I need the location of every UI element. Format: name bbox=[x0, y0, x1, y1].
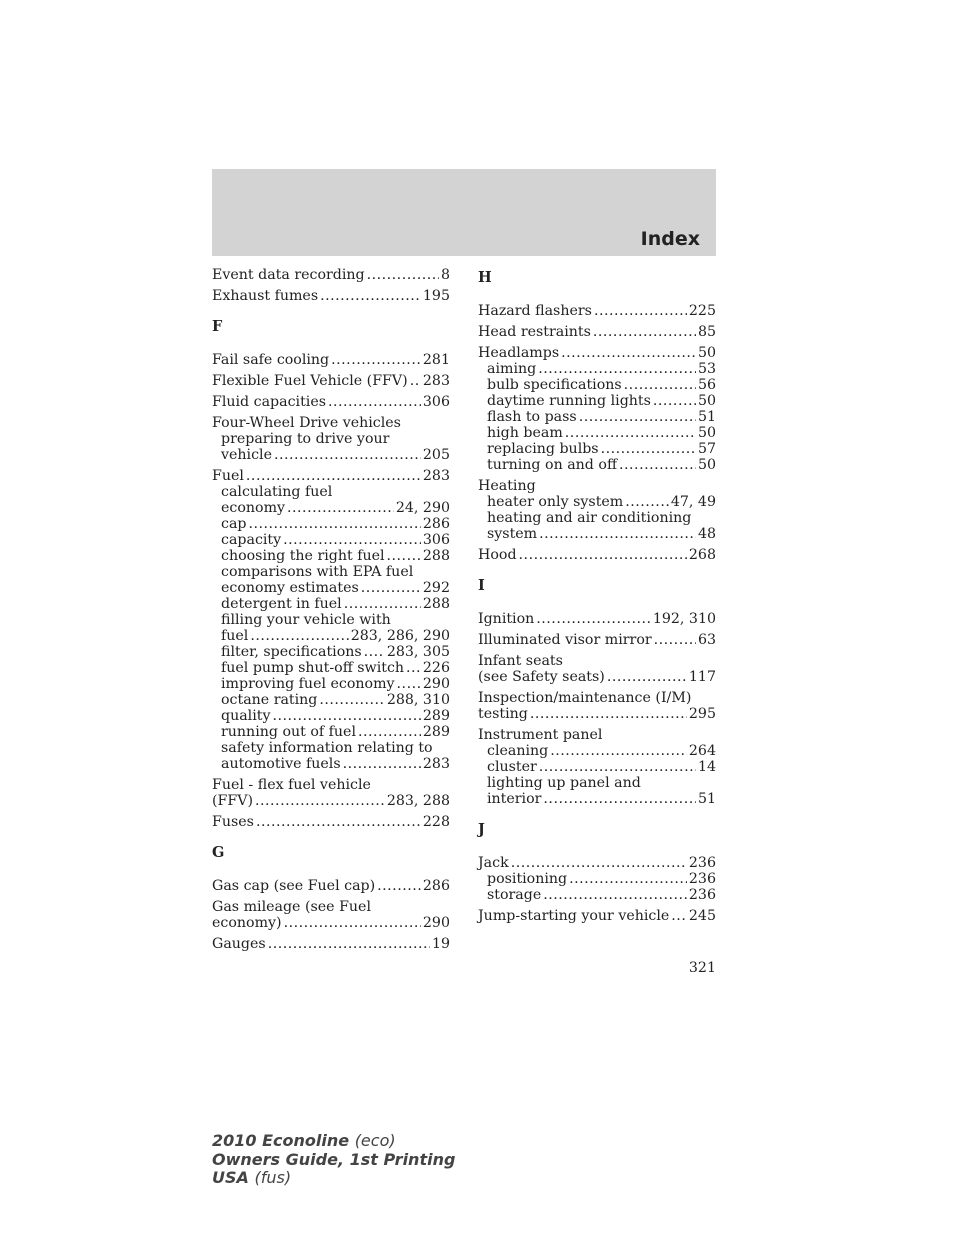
entry-subterm: capacity bbox=[221, 532, 282, 548]
entry-term: Gauges bbox=[212, 936, 266, 952]
entry-page: 264 bbox=[688, 743, 716, 759]
entry-page: 228 bbox=[422, 814, 450, 830]
entry-page: 283 bbox=[422, 468, 450, 484]
entry-term: Jack bbox=[478, 855, 509, 871]
entry-page: 236 bbox=[688, 855, 716, 871]
entry-term: testing bbox=[478, 706, 528, 722]
entry-subterm: system bbox=[487, 526, 538, 542]
entry-term: Inspection/maintenance (I/M) bbox=[478, 690, 692, 706]
index-entry bbox=[212, 415, 450, 463]
entry-page: 286 bbox=[422, 878, 450, 894]
entry-page: 295 bbox=[688, 706, 716, 722]
entry-page: 225 bbox=[688, 303, 716, 319]
entry-page: 283, 288 bbox=[386, 793, 450, 809]
index-entry bbox=[212, 936, 450, 952]
footer-market-code: (fus) bbox=[254, 1168, 292, 1187]
index-entry bbox=[478, 632, 716, 648]
entry-term: Fuses bbox=[212, 814, 254, 830]
entry-term: Gas mileage (see Fuel bbox=[212, 899, 371, 915]
index-entry bbox=[478, 653, 716, 685]
entry-page: 290 bbox=[422, 676, 450, 692]
entry-subterm: heater only system bbox=[487, 494, 624, 510]
entry-page: 8 bbox=[440, 267, 450, 283]
section-letter: H bbox=[478, 269, 492, 286]
entry-subterm: heating and air conditioning bbox=[487, 510, 692, 526]
entry-page: 288, 310 bbox=[386, 692, 450, 708]
entry-term: Hazard flashers bbox=[478, 303, 592, 319]
entry-subterm: turning on and off bbox=[487, 457, 618, 473]
entry-term: Hood bbox=[478, 547, 517, 563]
entry-term: Fail safe cooling bbox=[212, 352, 330, 368]
index-entry bbox=[212, 878, 450, 894]
entry-page: 51 bbox=[697, 791, 716, 807]
entry-subterm: quality bbox=[221, 708, 271, 724]
index-entry bbox=[212, 777, 450, 809]
entry-page: 281 bbox=[422, 352, 450, 368]
entry-page: 245 bbox=[688, 908, 716, 924]
entry-page: 14 bbox=[697, 759, 716, 775]
index-entry bbox=[212, 899, 450, 931]
index-entry bbox=[478, 478, 716, 542]
index-entry bbox=[478, 324, 716, 340]
entry-page: 50 bbox=[697, 345, 716, 361]
entry-page: 283, 286, 290 bbox=[350, 628, 450, 644]
entry-page: 306 bbox=[422, 532, 450, 548]
entry-term: Instrument panel bbox=[478, 727, 603, 743]
footer-line-1 bbox=[212, 1132, 455, 1151]
entry-page: 289 bbox=[422, 708, 450, 724]
entry-page: 283, 305 bbox=[386, 644, 450, 660]
entry-term: Fluid capacities bbox=[212, 394, 326, 410]
entry-term: Illuminated visor mirror bbox=[478, 632, 652, 648]
entry-subterm: lighting up panel and bbox=[487, 775, 641, 791]
footer-market: USA bbox=[212, 1168, 249, 1187]
entry-page: 48 bbox=[697, 526, 716, 542]
entry-term: Fuel - flex fuel vehicle bbox=[212, 777, 371, 793]
entry-subterm: cluster bbox=[487, 759, 537, 775]
entry-term: Four-Wheel Drive vehicles bbox=[212, 415, 401, 431]
entry-subterm: improving fuel economy bbox=[221, 676, 395, 692]
entry-term: Gas cap (see Fuel cap) bbox=[212, 878, 376, 894]
entry-page: 192, 310 bbox=[652, 611, 716, 627]
entry-term: (see Safety seats) bbox=[478, 669, 605, 685]
entry-subterm: cap bbox=[221, 516, 247, 532]
entry-page: 47, 49 bbox=[670, 494, 716, 510]
entry-subterm: cleaning bbox=[487, 743, 549, 759]
entry-subterm: interior bbox=[487, 791, 542, 807]
entry-subterm: running out of fuel bbox=[221, 724, 356, 740]
entry-page: 236 bbox=[688, 887, 716, 903]
entry-page: 195 bbox=[422, 288, 450, 304]
entry-page: 288 bbox=[422, 548, 450, 564]
entry-page: 292 bbox=[422, 580, 450, 596]
index-entry bbox=[212, 288, 450, 304]
entry-page: 50 bbox=[697, 393, 716, 409]
page-number: 321 bbox=[688, 960, 716, 976]
entry-page: 56 bbox=[697, 377, 716, 393]
entry-subterm: storage bbox=[487, 887, 542, 903]
entry-subterm: calculating fuel bbox=[221, 484, 333, 500]
entry-subterm: vehicle bbox=[221, 447, 272, 463]
entry-subterm: comparisons with EPA fuel bbox=[221, 564, 414, 580]
entry-page: 289 bbox=[422, 724, 450, 740]
entry-term: Heating bbox=[478, 478, 536, 494]
entry-term: Exhaust fumes bbox=[212, 288, 319, 304]
entry-page: 51 bbox=[697, 409, 716, 425]
entry-term: Head restraints bbox=[478, 324, 591, 340]
index-entry bbox=[478, 303, 716, 319]
index-entry bbox=[212, 814, 450, 830]
entry-page: 290 bbox=[422, 915, 450, 931]
index-entry bbox=[478, 345, 716, 473]
entry-term: Headlamps bbox=[478, 345, 560, 361]
index-entry bbox=[478, 690, 716, 722]
entry-subterm: replacing bulbs bbox=[487, 441, 599, 457]
entry-page: 50 bbox=[697, 457, 716, 473]
index-entry bbox=[478, 611, 716, 627]
entry-subterm: octane rating bbox=[221, 692, 318, 708]
entry-term: economy) bbox=[212, 915, 282, 931]
section-letter: F bbox=[212, 318, 223, 335]
entry-subterm: choosing the right fuel bbox=[221, 548, 385, 564]
entry-term: Flexible Fuel Vehicle (FFV) bbox=[212, 373, 408, 389]
entry-page: 283 bbox=[422, 756, 450, 772]
section-letter: G bbox=[212, 844, 225, 861]
entry-page: 117 bbox=[688, 669, 716, 685]
entry-page: 288 bbox=[422, 596, 450, 612]
entry-term: Ignition bbox=[478, 611, 535, 627]
index-entry bbox=[478, 547, 716, 563]
entry-page: 236 bbox=[688, 871, 716, 887]
entry-page: 63 bbox=[697, 632, 716, 648]
index-entry bbox=[212, 267, 450, 283]
entry-page: 19 bbox=[431, 936, 450, 952]
entry-subterm: flash to pass bbox=[487, 409, 577, 425]
footer bbox=[212, 1132, 455, 1188]
entry-term: Jump-starting your vehicle bbox=[478, 908, 670, 924]
entry-page: 205 bbox=[422, 447, 450, 463]
entry-page: 268 bbox=[688, 547, 716, 563]
entry-subterm: high beam bbox=[487, 425, 563, 441]
entry-subterm: bulb specifications bbox=[487, 377, 622, 393]
entry-subterm: daytime running lights bbox=[487, 393, 651, 409]
entry-term: Infant seats bbox=[478, 653, 563, 669]
entry-page: 286 bbox=[422, 516, 450, 532]
entry-subterm: economy bbox=[221, 500, 286, 516]
index-entry bbox=[212, 468, 450, 772]
entry-page: 24, 290 bbox=[395, 500, 450, 516]
entry-page: 306 bbox=[422, 394, 450, 410]
entry-subterm: safety information relating to bbox=[221, 740, 433, 756]
footer-model-code: (eco) bbox=[354, 1131, 396, 1150]
index-entry bbox=[478, 727, 716, 807]
footer-line-2: Owners Guide, 1st Printing bbox=[212, 1149, 456, 1169]
entry-subterm: aiming bbox=[487, 361, 537, 377]
section-letter: J bbox=[478, 821, 485, 838]
entry-subterm: filling your vehicle with bbox=[221, 612, 391, 628]
entry-page: 50 bbox=[697, 425, 716, 441]
index-entry bbox=[478, 908, 716, 924]
entry-page: 57 bbox=[697, 441, 716, 457]
index-entry bbox=[212, 373, 450, 389]
entry-page: 226 bbox=[422, 660, 450, 676]
footer-model: 2010 Econoline bbox=[212, 1131, 350, 1150]
entry-page: 85 bbox=[697, 324, 716, 340]
entry-term: Fuel bbox=[212, 468, 244, 484]
entry-page: 283 bbox=[422, 373, 450, 389]
entry-subterm: filter, specifications bbox=[221, 644, 362, 660]
entry-subterm: economy estimates bbox=[221, 580, 359, 596]
entry-subterm: detergent in fuel bbox=[221, 596, 342, 612]
header-band bbox=[212, 169, 716, 256]
entry-subterm: preparing to drive your bbox=[221, 431, 390, 447]
entry-subterm: fuel bbox=[221, 628, 249, 644]
index-entry bbox=[212, 352, 450, 368]
section-letter: I bbox=[478, 577, 485, 594]
index-entry bbox=[212, 394, 450, 410]
page-title: Index bbox=[640, 228, 700, 250]
entry-page: 53 bbox=[697, 361, 716, 377]
index-entry bbox=[478, 855, 716, 903]
entry-term: Event data recording bbox=[212, 267, 365, 283]
index-column-right bbox=[478, 267, 716, 929]
entry-subterm: fuel pump shut-off switch bbox=[221, 660, 405, 676]
entry-term: (FFV) bbox=[212, 793, 254, 809]
footer-line-3 bbox=[212, 1169, 455, 1188]
entry-subterm: automotive fuels bbox=[221, 756, 341, 772]
entry-subterm: positioning bbox=[487, 871, 568, 887]
index-column-left bbox=[212, 267, 450, 957]
